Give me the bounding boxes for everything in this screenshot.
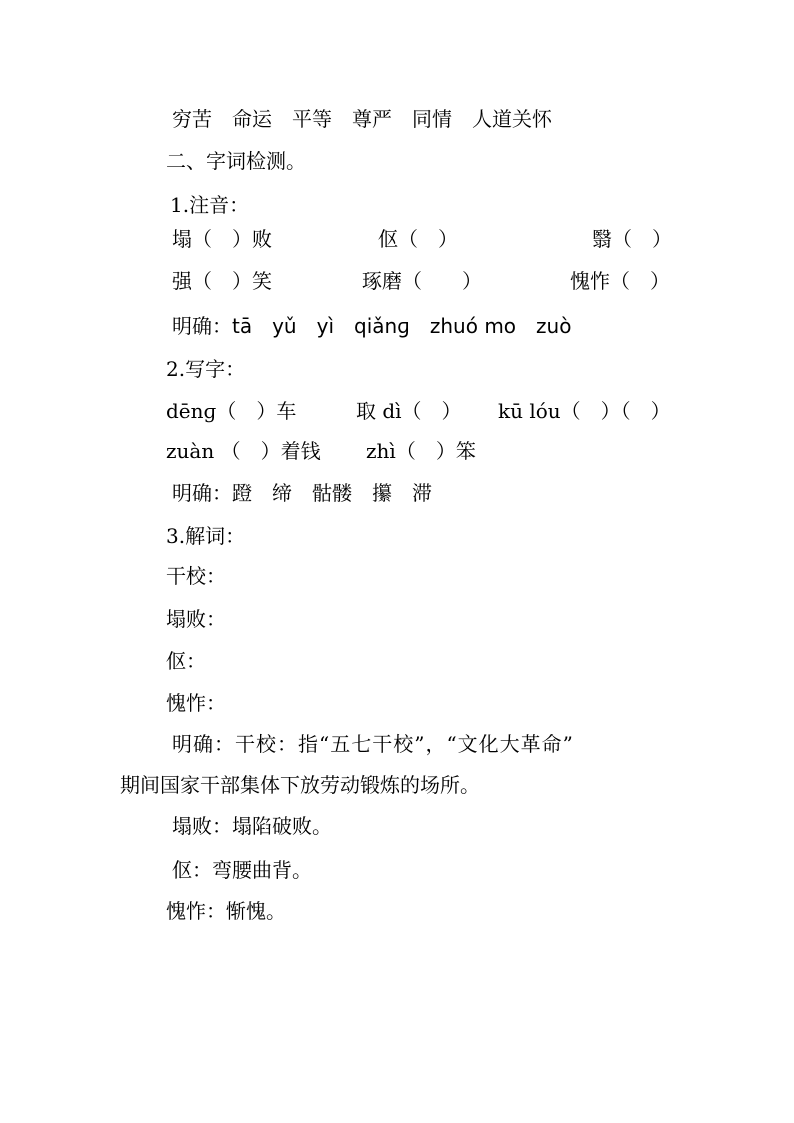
q3-term-2: 塌败： xyxy=(166,607,226,631)
q1-heading: 1.注音： xyxy=(170,193,250,217)
q1-row-2 xyxy=(0,268,794,294)
q3-term-1: 干校： xyxy=(166,564,226,588)
q2-item-5: zhì（ ）笨 xyxy=(366,439,476,463)
q3-term-3: 伛： xyxy=(166,649,206,673)
q2-item-4: zuàn （ ）着钱 xyxy=(166,439,321,463)
theme-words: 穷苦 命运 平等 尊严 同情 人道关怀 xyxy=(172,107,552,131)
q2-item-2: 取 dì（ ） xyxy=(356,399,462,423)
q1-item-1: 塌（ ）败 xyxy=(172,227,272,251)
q3-term-4: 愧怍： xyxy=(166,691,226,715)
q2-row-1 xyxy=(0,398,794,424)
q3-answer-line-2: 期间国家干部集体下放劳动锻炼的场所。 xyxy=(120,773,480,797)
q2-heading: 2.写字： xyxy=(166,357,246,381)
q2-item-1: dēnɡ（ ）车 xyxy=(166,399,297,423)
q3-heading: 3.解词： xyxy=(166,524,246,548)
q2-answer: 明确：蹬 缔 骷髅 攥 滞 xyxy=(172,481,432,505)
q3-def-3: 愧怍：惭愧。 xyxy=(166,899,286,923)
section-heading: 二、字词检测。 xyxy=(166,149,306,173)
q1-item-5: 琢磨（ ） xyxy=(362,269,482,293)
q1-answer-label: 明确： xyxy=(172,314,232,338)
q1-answer xyxy=(172,313,571,339)
q1-item-4: 强（ ）笑 xyxy=(172,269,272,293)
q2-item-3: kū lóu（ ）（ ） xyxy=(498,399,671,423)
q1-answer-pinyin: tā yǔ yì qiǎnɡ zhuó mo zuò xyxy=(232,314,572,338)
q3-def-2: 伛：弯腰曲背。 xyxy=(172,858,312,882)
q3-answer-line-1: 明确：干校：指“五七干校”，“文化大革命” xyxy=(172,732,574,756)
q1-item-2: 伛（ ） xyxy=(378,227,458,251)
q1-row-1 xyxy=(0,226,794,252)
q2-row-2 xyxy=(0,438,794,464)
q1-item-6: 愧怍（ ） xyxy=(570,269,670,293)
q1-item-3: 翳（ ） xyxy=(592,227,672,251)
q3-def-1: 塌败：塌陷破败。 xyxy=(172,814,332,838)
